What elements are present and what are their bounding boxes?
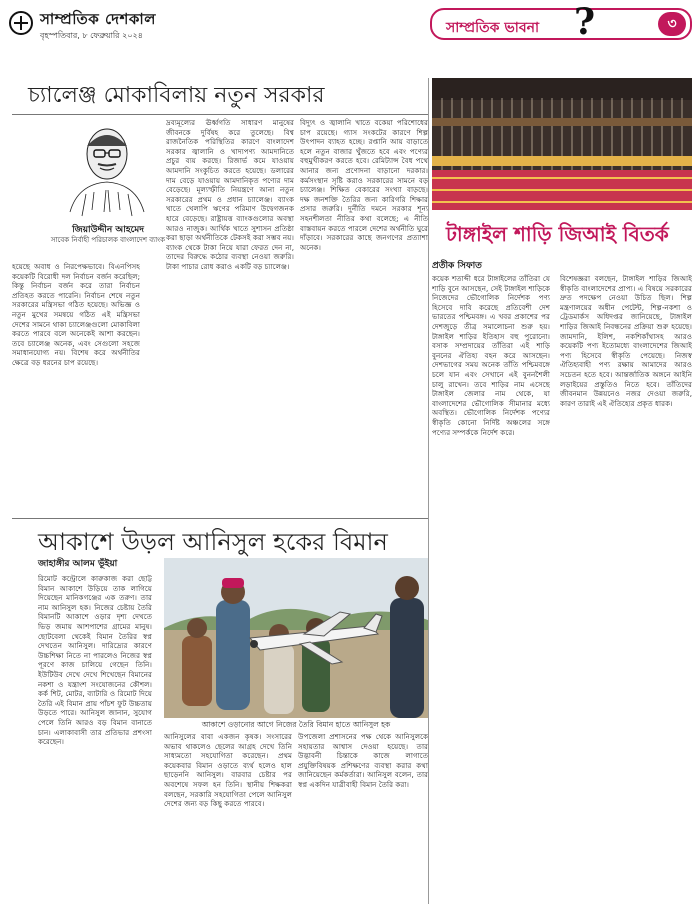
paper-date: বৃহস্পতিবার, ৮ ফেব্রুয়ারি ২০২৪: [40, 31, 143, 40]
article1-title: চ্যালেঞ্জ মোকাবিলায় নতুন সরকার: [28, 83, 325, 108]
article2-top-rule: [12, 518, 428, 519]
article3-title: টাঙ্গাইল শাড়ি জিআই বিতর্ক: [446, 222, 669, 246]
article3-column-1: কয়েক শতাব্দী ধরে টাঙ্গাইলের তাঁতিরা যে শাড়ি বুনে আসছেন, সেই টাঙ্গাইল শাড়িকে নিজেদের ভৌগোলিক নির্দেশক পণ্য হিসেবে দাবি করেছে প্রতিবেশী দেশ ভারতের পশ্চিমবঙ্গ। এ খবর প্রকাশের পর দেশজুড়ে তীব্র সমালোচনা শুরু হয়। টাঙ্গাইল শাড়ির ইতিহাস বহু পুরোনো। বসাক সম্প্রদায়ের তাঁতিরা এই শাড়ি বুননের ঐতিহ্য বহন করে আসছেন। দেশভাগের সময় অনেক তাঁতি পশ্চিমবঙ্গে চলে যান এবং সেখানে এই বুননশৈলী চালু রাখেন। তবে শাড়ির নাম এসেছে টাঙ্গাইল জেলার নাম থেকে, যা বাংলাদেশের ভৌগোলিক সীমানার মধ্যে অবস্থিত। ভৌগোলিক নির্দেশক পণ্যের স্বীকৃতি কোনো নির্দিষ্ট অঞ্চলের সঙ্গে পণ্যের সম্পর্ককে নির্দেশ করে।: [432, 274, 550, 437]
article2-column-2: আনিসুলের বাবা একজন কৃষক। সংসারের অভাব থাকলেও ছেলের আগ্রহ দেখে তিনি সাধ্যমতো সহযোগিতা করেছেন। প্রথম কয়েকবার বিমান ওড়াতে ব্যর্থ হলেও হাল ছাড়েননি আনিসুল। বারবার চেষ্টার পর অবশেষে সফল হন তিনি। স্থানীয় শিক্ষকরা বলছেন, সরকারি সহযোগিতা পেলে আনিসুল দেশের জন্য বড় কিছু করতে পারবে।: [164, 732, 292, 809]
article3-author: প্রতীক সিফাত: [432, 261, 482, 271]
newspaper-logo-icon: [8, 10, 34, 36]
section-banner-text: সাম্প্রতিক ভাবনা: [446, 20, 540, 36]
article1-title-rule: [12, 114, 428, 115]
question-mark-icon: ?: [574, 1, 596, 43]
page-number: ৩: [658, 12, 686, 36]
article1-column-2: দ্রব্যমূল্যের ঊর্ধ্বগতি সাধারণ মানুষের জীবনকে দুর্বিষহ করে তুলেছে। বিশ্ব রাজনৈতিক পরিস্থিতির কারণে বাংলাদেশ সরকার জ্বালানি ও খাদ্যপণ্য আমদানিতে প্রচুর ব্যয় করছে। রিজার্ভ কমে যাওয়ায় আমদানি সংকুচিত করতে হয়েছে। ডলারের দাম বেড়ে যাওয়ায় আমদানিকৃত পণ্যের দাম বেড়েছে। মূল্যস্ফীতি নিয়ন্ত্রণে আনা নতুন সরকারের প্রথম ও প্রধান চ্যালেঞ্জ। ব্যাংক খাতে খেলাপি ঋণের পরিমাণ উদ্বেগজনক হারে বেড়েছে। রাষ্ট্রায়ত্ত ব্যাংকগুলোর অবস্থা আরও নাজুক। আর্থিক খাতে সুশাসন প্রতিষ্ঠা করা ছাড়া অর্থনীতিকে টেকসই করা সম্ভব নয়। ব্যাংক থেকে টাকা নিয়ে যারা ফেরত দেন না, তাদের বিরুদ্ধে কঠোর ব্যবস্থা নেওয়া জরুরি। টাকা পাচার রোধ করাও একটি বড় চ্যালেঞ্জ।: [166, 118, 294, 271]
author-portrait: [60, 120, 154, 218]
article1-column-1: হয়েছে অবাধ ও নিরপেক্ষভাবে। বিএনপিসহ কয়েকটি বিরোধী দল নির্বাচন বর্জন করেছিল; কিন্তু নির্বাচন বর্জন করে তারা নির্বাচন প্রতিহত করতে পারেনি। নির্বাচন শেষে নতুন সরকারের মন্ত্রিসভা গঠিত হয়েছে। অভিজ্ঞ ও নতুন মুখের সমন্বয়ে গঠিত এই মন্ত্রিসভা দেশের সামনে থাকা চ্যালেঞ্জগুলো মোকাবিলা করতে পারবে বলে অনেকেই আশা করছেন। তবে চ্যালেঞ্জ অনেক, এবং সেগুলো সহজে সমাধানযোগ্য নয়। বিশেষ করে অর্থনীতির ক্ষেত্রে বড় ধরনের চাপ রয়েছে।: [12, 262, 140, 367]
article3-title-box: [432, 216, 692, 250]
article3-column-2: বিশেষজ্ঞরা বলছেন, টাঙ্গাইল শাড়ির জিআই স্বীকৃতি বাংলাদেশের প্রাপ্য। এ বিষয়ে সরকারের দ্রুত পদক্ষেপ নেওয়া উচিত ছিল। শিল্প মন্ত্রণালয়ের অধীন পেটেন্ট, শিল্প-নকশা ও ট্রেডমার্কস অধিদপ্তর জানিয়েছে, টাঙ্গাইল শাড়ির জিআই নিবন্ধনের প্রক্রিয়া শুরু হয়েছে। জামদানি, ইলিশ, নকশিকাঁথাসহ আরও কয়েকটি পণ্য ইতোমধ্যে বাংলাদেশের জিআই পণ্য হিসেবে স্বীকৃতি পেয়েছে। নিজস্ব ঐতিহ্যবাহী পণ্য রক্ষায় আমাদের আরও সচেতন হতে হবে। আন্তর্জাতিক অঙ্গনে আইনি লড়াইয়ের প্রস্তুতিও নিতে হবে। তাঁতিদের জীবনমান উন্নয়নেও নজর দেওয়া জরুরি, কারণ তারাই এই ঐতিহ্যের প্রকৃত ধারক।: [560, 274, 692, 408]
masthead: [8, 8, 418, 68]
article2-title: আকাশে উড়ল আনিসুল হকের বিমান: [38, 528, 388, 556]
article1-author-role: সাবেক নির্বাহী পরিচালক বাংলাদেশ ব্যাংক: [50, 236, 166, 244]
airplane-photo: [164, 558, 428, 718]
section-banner: [430, 1, 692, 43]
article1-column-3: বিদ্যুৎ ও জ্বালানি খাতে বকেয়া পরিশোধের চাপ রয়েছে। গ্যাস সংকটের কারণে শিল্প উৎপাদন ব্যাহত হচ্ছে। রপ্তানি আয় বাড়াতে হলে নতুন বাজার খুঁজতে হবে এবং পণ্যের বহুমুখীকরণ করতে হবে। রেমিট্যান্স বৈধ পথে আনার জন্য প্রণোদনা বাড়ানো দরকার। কর্মসংস্থান সৃষ্টি করাও সরকারের সামনে বড় চ্যালেঞ্জ। শিক্ষিত বেকারের সংখ্যা বাড়ছে। দক্ষ জনশক্তি তৈরির জন্য কারিগরি শিক্ষার প্রসার জরুরি। দুর্নীতি দমনে সরকার শূন্য সহনশীলতা নীতির কথা বলেছে; এ নীতি বাস্তবায়ন করতে পারলে দেশের অর্থনীতি ঘুরে দাঁড়াবে। সরকারের কাছে জনগণের প্রত্যাশা অনেক।: [300, 118, 428, 252]
column-divider: [428, 78, 429, 904]
article2-column-1: রিমোট কন্ট্রোলে কারুকাজ করা ছোট্ট বিমান আকাশে উড়িয়ে তাক লাগিয়ে দিয়েছেন মানিকগঞ্জের এক তরুণ। তার নাম আনিসুল হক। নিজের চেষ্টায় তৈরি বিমানটি আকাশে ওড়ার দৃশ্য দেখতে ভিড় জমায় আশপাশের গ্রামের মানুষ। ছোটবেলা থেকেই বিমান তৈরির স্বপ্ন দেখতেন আনিসুল। দারিদ্র্যের কারণে উচ্চশিক্ষা নিতে না পারলেও নিজের স্বপ্ন পূরণে কাজ চালিয়ে গেছেন তিনি। ইউটিউব দেখে দেখে শিখেছেন বিমানের নকশা ও যন্ত্রাংশ সংযোজনের কৌশল। কর্ক শিট, মোটর, ব্যাটারি ও রিমোট দিয়ে তৈরি এই বিমান প্রায় পাঁচশ ফুট উচ্চতায় উড়তে পারে। আনিসুল জানান, সুযোগ পেলে তিনি আরও বড় বিমান বানাতে চান। এলাকাবাসী তার প্রতিভার প্রশংসা করেছেন।: [38, 574, 152, 747]
article2-column-3: উপজেলা প্রশাসনের পক্ষ থেকে আনিসুলকে সহায়তার আশ্বাস দেওয়া হয়েছে। তার উদ্ভাবনী চিন্তাকে কাজে লাগাতে প্রযুক্তিবিষয়ক প্রশিক্ষণের ব্যবস্থা করার কথা জানিয়েছেন কর্মকর্তারা। আনিসুল বলেন, তার স্বপ্ন একদিন যাত্রীবাহী বিমান তৈরি করা।: [298, 732, 428, 789]
article1-author: জিয়াউদ্দীন আহমেদ: [72, 225, 144, 235]
paper-name: সাম্প্রতিক দেশকাল: [40, 10, 156, 28]
article2-author: জাহাঙ্গীর আলম ভূঁইয়া: [38, 559, 118, 569]
article2-photo-caption: আকাশে ওড়ানোর আগে নিজের তৈরি বিমান হাতে আনিসুল হক: [201, 720, 391, 729]
weaving-loom-photo: [432, 78, 692, 210]
